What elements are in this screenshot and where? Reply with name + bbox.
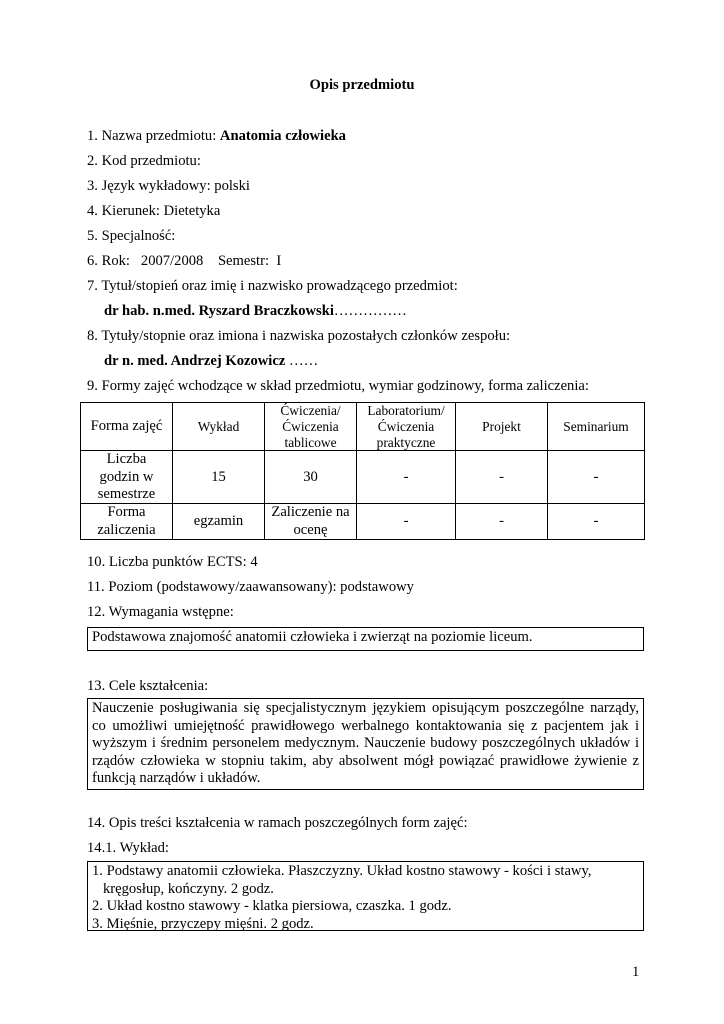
header-laboratory-l1: Laboratorium/ <box>367 403 445 418</box>
item-specialty: 5. Specjalność: <box>87 228 176 244</box>
item-course-name <box>87 128 346 146</box>
item-language: 3. Język wykładowy: polski <box>87 178 250 194</box>
page-number: 1 <box>632 964 640 980</box>
prerequisites-box <box>87 627 644 651</box>
forms-table <box>80 402 645 540</box>
table-row-assessment <box>81 504 645 540</box>
item-team <box>104 353 318 371</box>
item-field: 4. Kierunek: Dietetyka <box>87 203 221 219</box>
assessment-laboratory: - <box>357 504 456 540</box>
lecture-item-1-cont: kręgosłup, kończyny. 2 godz. <box>103 880 274 897</box>
assessment-project: - <box>456 504 548 540</box>
item-lecture-label: 14.1. Wykład: <box>87 840 169 856</box>
page-title: Opis przedmiotu <box>309 77 415 93</box>
header-exercises-l1: Ćwiczenia/ <box>280 403 341 418</box>
hours-seminar: - <box>548 451 645 504</box>
header-laboratory-l2: Ćwiczenia <box>377 418 435 434</box>
row-hours-label-l1: Liczba <box>106 451 147 468</box>
row-assessment-label-l1: Forma <box>107 504 146 521</box>
row-hours-label <box>81 451 173 504</box>
team-member-name: dr n. med. Andrzej Kozowicz <box>104 353 286 369</box>
assessment-exercises-l1: Zaliczenie na <box>271 504 350 521</box>
lecturer-dots: …………… <box>333 303 407 319</box>
item-content-label: 14. Opis treści kształcenia w ramach poszczególnych form zajęć: <box>87 815 468 831</box>
header-seminar: Seminarium <box>548 403 645 451</box>
hours-lecture: 15 <box>173 451 265 504</box>
row-assessment-label-l2: zaliczenia <box>97 521 156 538</box>
item-goals-label: 13. Cele kształcenia: <box>87 678 209 694</box>
prerequisites-text: Podstawowa znajomość anatomii człowieka i zwierząt na poziomie liceum. <box>92 629 533 645</box>
item-team-label: 8. Tytuły/stopnie oraz imiona i nazwiska pozostałych członków zespołu: <box>87 328 511 344</box>
item-forms-label: 9. Formy zajęć wchodzące w skład przedmiotu, wymiar godzinowy, forma zaliczenia: <box>87 378 589 394</box>
assessment-exercises <box>265 504 357 540</box>
item-lecturer <box>104 303 407 321</box>
lectures-box <box>87 861 644 931</box>
goals-box <box>87 698 644 790</box>
goals-text: Nauczenie posługiwania się specjalistycznym językiem opisującym poszczególne narządy, co umożliwi umiejętność prawidłowego werbalnego kontaktowania się z pacjentem jak i wyższym i średnim personelem medycznym. Nauczenie budowy poszczególnych układów i rządów człowieka w stopniu takim, aby absolwent mógł powiązać prawidłowe żywienie z funkcją narządów i układów. <box>92 700 639 786</box>
hours-project: - <box>456 451 548 504</box>
assessment-lecture: egzamin <box>173 504 265 540</box>
item-year-semester: 6. Rok: 2007/2008 Semestr: I <box>87 253 282 269</box>
lecture-item-3: 3. Mięśnie, przyczepy mięśni. 2 godz. <box>92 915 314 932</box>
table-row-hours <box>81 451 645 504</box>
row-hours-label-l2: godzin w <box>99 468 154 485</box>
header-lecture: Wykład <box>173 403 265 451</box>
header-project: Projekt <box>456 403 548 451</box>
item-level: 11. Poziom (podstawowy/zaawansowany): podstawowy <box>87 579 414 595</box>
header-form: Forma zajęć <box>81 403 173 451</box>
header-laboratory-l3: praktyczne <box>376 434 436 450</box>
lecture-item-1: 1. Podstawy anatomii człowieka. Płaszczyzny. Układ kostno stawowy - kości i stawy, <box>92 863 592 879</box>
item-prerequisites-label: 12. Wymagania wstępne: <box>87 604 234 620</box>
item-ects: 10. Liczba punktów ECTS: 4 <box>87 554 258 570</box>
header-exercises <box>265 403 357 451</box>
header-laboratory <box>357 403 456 451</box>
header-exercises-l3: tablicowe <box>284 434 337 450</box>
row-assessment-label <box>81 504 173 540</box>
item-lecturer-label: 7. Tytuł/stopień oraz imię i nazwisko prowadzącego przedmiot: <box>87 278 458 294</box>
team-dots: …… <box>285 353 319 369</box>
row-hours-label-l3: semestrze <box>97 485 156 502</box>
header-exercises-l2: Ćwiczenia <box>282 418 339 434</box>
item-course-name-label: 1. Nazwa przedmiotu: <box>87 128 220 144</box>
item-course-code: 2. Kod przedmiotu: <box>87 153 201 169</box>
table-header-row <box>81 403 645 451</box>
hours-laboratory: - <box>357 451 456 504</box>
lecture-item-2: 2. Układ kostno stawowy - klatka piersiowa, czaszka. 1 godz. <box>92 898 452 914</box>
assessment-exercises-l2: ocenę <box>293 521 328 538</box>
course-name-value: Anatomia człowieka <box>219 128 346 144</box>
hours-exercises: 30 <box>265 451 357 504</box>
lecturer-name: dr hab. n.med. Ryszard Braczkowski <box>104 303 334 319</box>
assessment-seminar: - <box>548 504 645 540</box>
